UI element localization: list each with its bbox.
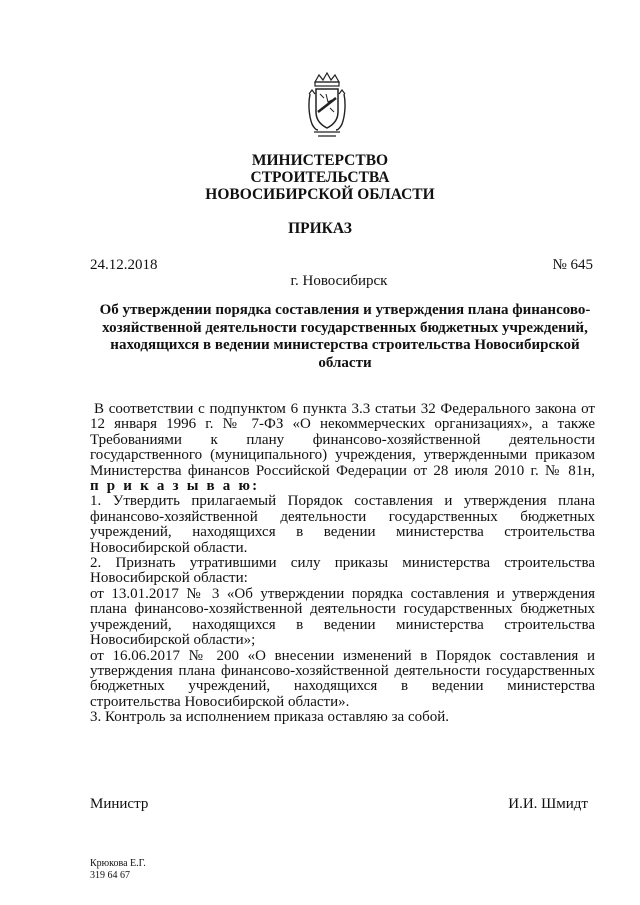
ministry-line: НОВОСИБИРСКОЙ ОБЛАСТИ bbox=[205, 186, 435, 203]
order-city: г. Новосибирск bbox=[290, 273, 388, 289]
body-line: финансово-хозяйственной деятельности государственных бюджетных bbox=[90, 508, 595, 525]
body-line: учреждений, находящихся в ведении министерства строительства bbox=[90, 616, 595, 633]
body-line: утверждения плана финансово-хозяйственной деятельности государственных bbox=[90, 662, 595, 679]
body-line: Требованиями к плану финансово-хозяйственной деятельности bbox=[90, 431, 595, 448]
body-line: 3. Контроль за исполнением приказа оставляю за собой. bbox=[90, 709, 450, 726]
body-line: Новосибирской области»; bbox=[90, 632, 256, 649]
prikazyvayu-keyword: п р и к а з ы в а ю: bbox=[90, 478, 260, 495]
body-line: Новосибирской области. bbox=[90, 539, 248, 556]
body-line: строительства Новосибирской области». bbox=[90, 693, 350, 710]
subject-line: области bbox=[318, 354, 372, 371]
body-line: учреждений, находящихся в ведении министерства строительства bbox=[90, 524, 595, 541]
signatory-position: Министр bbox=[90, 796, 149, 812]
body-line: Новосибирской области: bbox=[90, 570, 248, 587]
body-line: государственного (муниципального) учреждения, утвержденными приказом bbox=[90, 447, 595, 464]
subject-line: находящихся в ведении министерства строительства Новосибирской bbox=[110, 337, 580, 353]
executor-name: Крюкова Е.Г. bbox=[90, 858, 146, 869]
order-subject bbox=[80, 302, 610, 372]
ministry-line: СТРОИТЕЛЬСТВА bbox=[250, 169, 390, 186]
body-line: от 16.06.2017 № 200 «О внесении изменений в Порядок составления и bbox=[90, 647, 595, 664]
signatory-name: И.И. Шмидт bbox=[508, 796, 588, 812]
executor-block bbox=[90, 858, 146, 882]
body-line: плана финансово-хозяйственной деятельности государственных бюджетных bbox=[90, 601, 595, 618]
executor-phone: 319 64 67 bbox=[90, 870, 130, 881]
order-number: № 645 bbox=[552, 257, 593, 273]
body-line: 12 января 1996 г. № 7-ФЗ «О некоммерческих организациях», а также bbox=[90, 416, 595, 433]
subject-line: хозяйственной деятельности государственных бюджетных учреждений, bbox=[102, 319, 588, 336]
body-line: 1. Утвердить прилагаемый Порядок составления и утверждения плана bbox=[90, 493, 595, 510]
body-line: В соответствии с подпунктом 6 пункта 3.3 статьи 32 Федерального закона от bbox=[94, 401, 595, 417]
order-body bbox=[90, 402, 595, 726]
ministry-line: МИНИСТЕРСТВО bbox=[251, 152, 389, 169]
body-line: 2. Признать утратившими силу приказы министерства строительства bbox=[90, 555, 595, 572]
coat-of-arms-icon bbox=[306, 72, 348, 140]
order-date: 24.12.2018 bbox=[90, 257, 158, 273]
body-line: Министерства финансов Российской Федерации от 28 июля 2010 г. № 81н, bbox=[90, 462, 595, 479]
body-line: от 13.01.2017 № 3 «Об утверждении порядка составления и утверждения bbox=[90, 585, 595, 602]
subject-line: Об утверждении порядка составления и утверждения плана финансово- bbox=[99, 302, 591, 318]
document-type: ПРИКАЗ bbox=[288, 220, 352, 237]
ministry-name bbox=[0, 152, 640, 203]
body-line: бюджетных учреждений, находящихся в ведении министерства bbox=[90, 678, 595, 695]
